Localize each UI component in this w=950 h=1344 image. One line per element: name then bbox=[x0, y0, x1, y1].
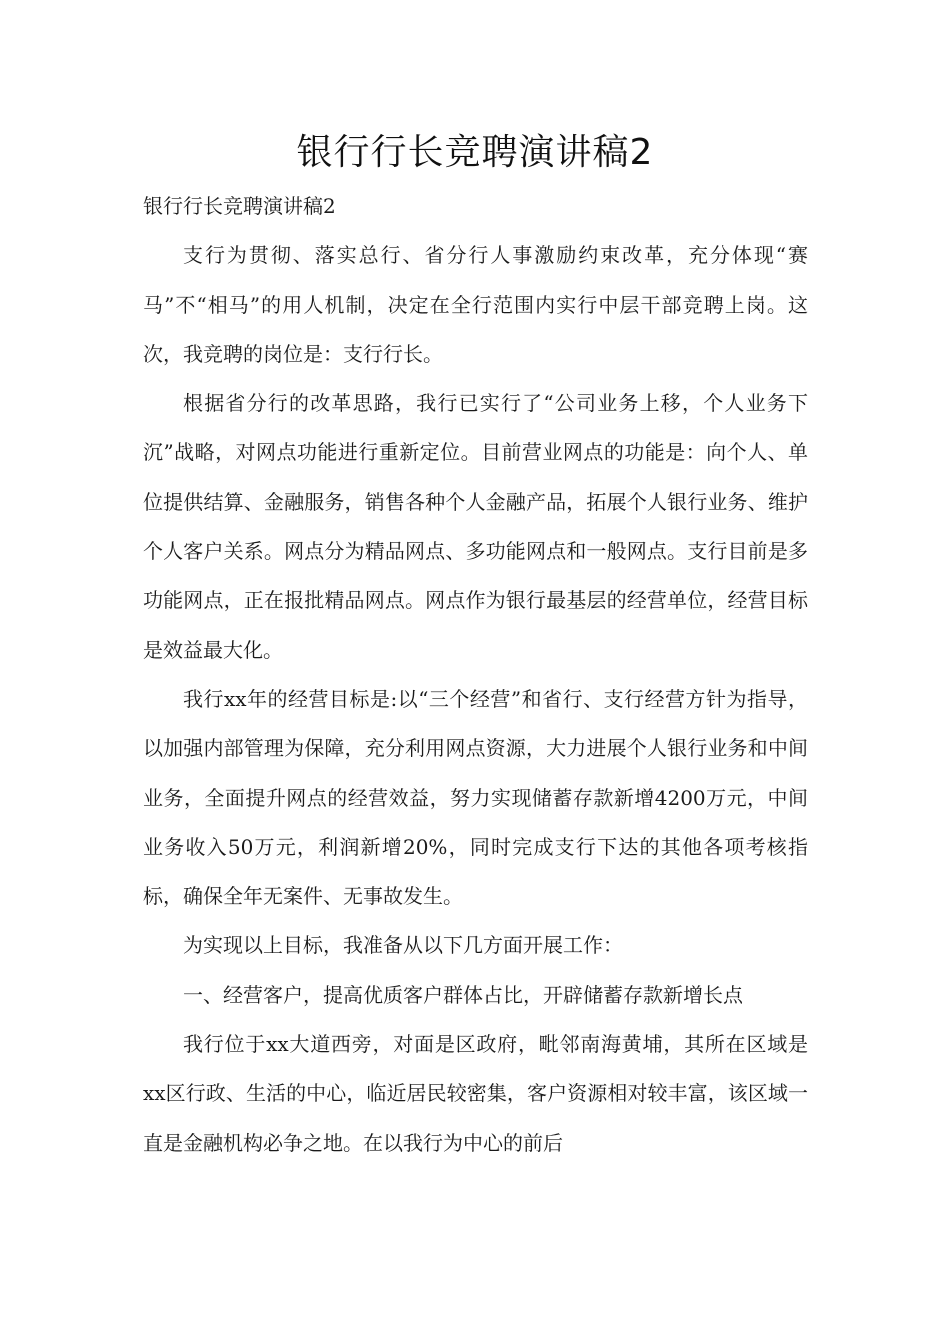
document-subtitle: 银行行长竞聘演讲稿2 bbox=[143, 194, 336, 218]
paragraph-work-plan-intro: 为实现以上目标，我准备从以下几方面开展工作： bbox=[183, 933, 623, 958]
document-body bbox=[143, 182, 808, 1168]
paragraph-location: 我行位于xx大道西旁，对面是区政府，毗邻南海黄埔，其所在区域是xx区行政、生活的中心，临近居民较密集，客户资源相对较丰富，该区域一直是金融机构必争之地。在以我行为中心的前后 bbox=[143, 1032, 808, 1155]
paragraph-business-goals: 我行xx年的经营目标是:以“三个经营”和省行、支行经营方针为指导，以加强内部管理为保障，充分利用网点资源，大力进展个人银行业务和中间业务，全面提升网点的经营效益，努力实现储蓄存款新增4200万元，中间业务收入50万元，利润新增20%，同时完成支行下达的其他各项考核指标，确保全年无案件、无事故发生。 bbox=[143, 686, 808, 909]
paragraph-branch-function: 根据省分行的改革思路，我行已实行了“公司业务上移，个人业务下沉”战略，对网点功能进行重新定位。目前营业网点的功能是：向个人、单位提供结算、金融服务，销售各种个人金融产品，拓展个人银行业务、维护个人客户关系。网点分为精品网点、多功能网点和一般网点。支行目前是多功能网点，正在报批精品网点。网点作为银行最基层的经营单位，经营目标是效益最大化。 bbox=[143, 391, 808, 662]
section-heading-customer: 一、经营客户，提高优质客户群体占比，开辟储蓄存款新增长点 bbox=[183, 982, 743, 1007]
paragraph-recruitment: 支行为贯彻、落实总行、省分行人事激励约束改革，充分体现“赛马”不“相马”的用人机制，决定在全行范围内实行中层干部竞聘上岗。这次，我竞聘的岗位是：支行行长。 bbox=[143, 243, 808, 366]
document-title: 银行行长竞聘演讲稿2 bbox=[296, 132, 654, 173]
